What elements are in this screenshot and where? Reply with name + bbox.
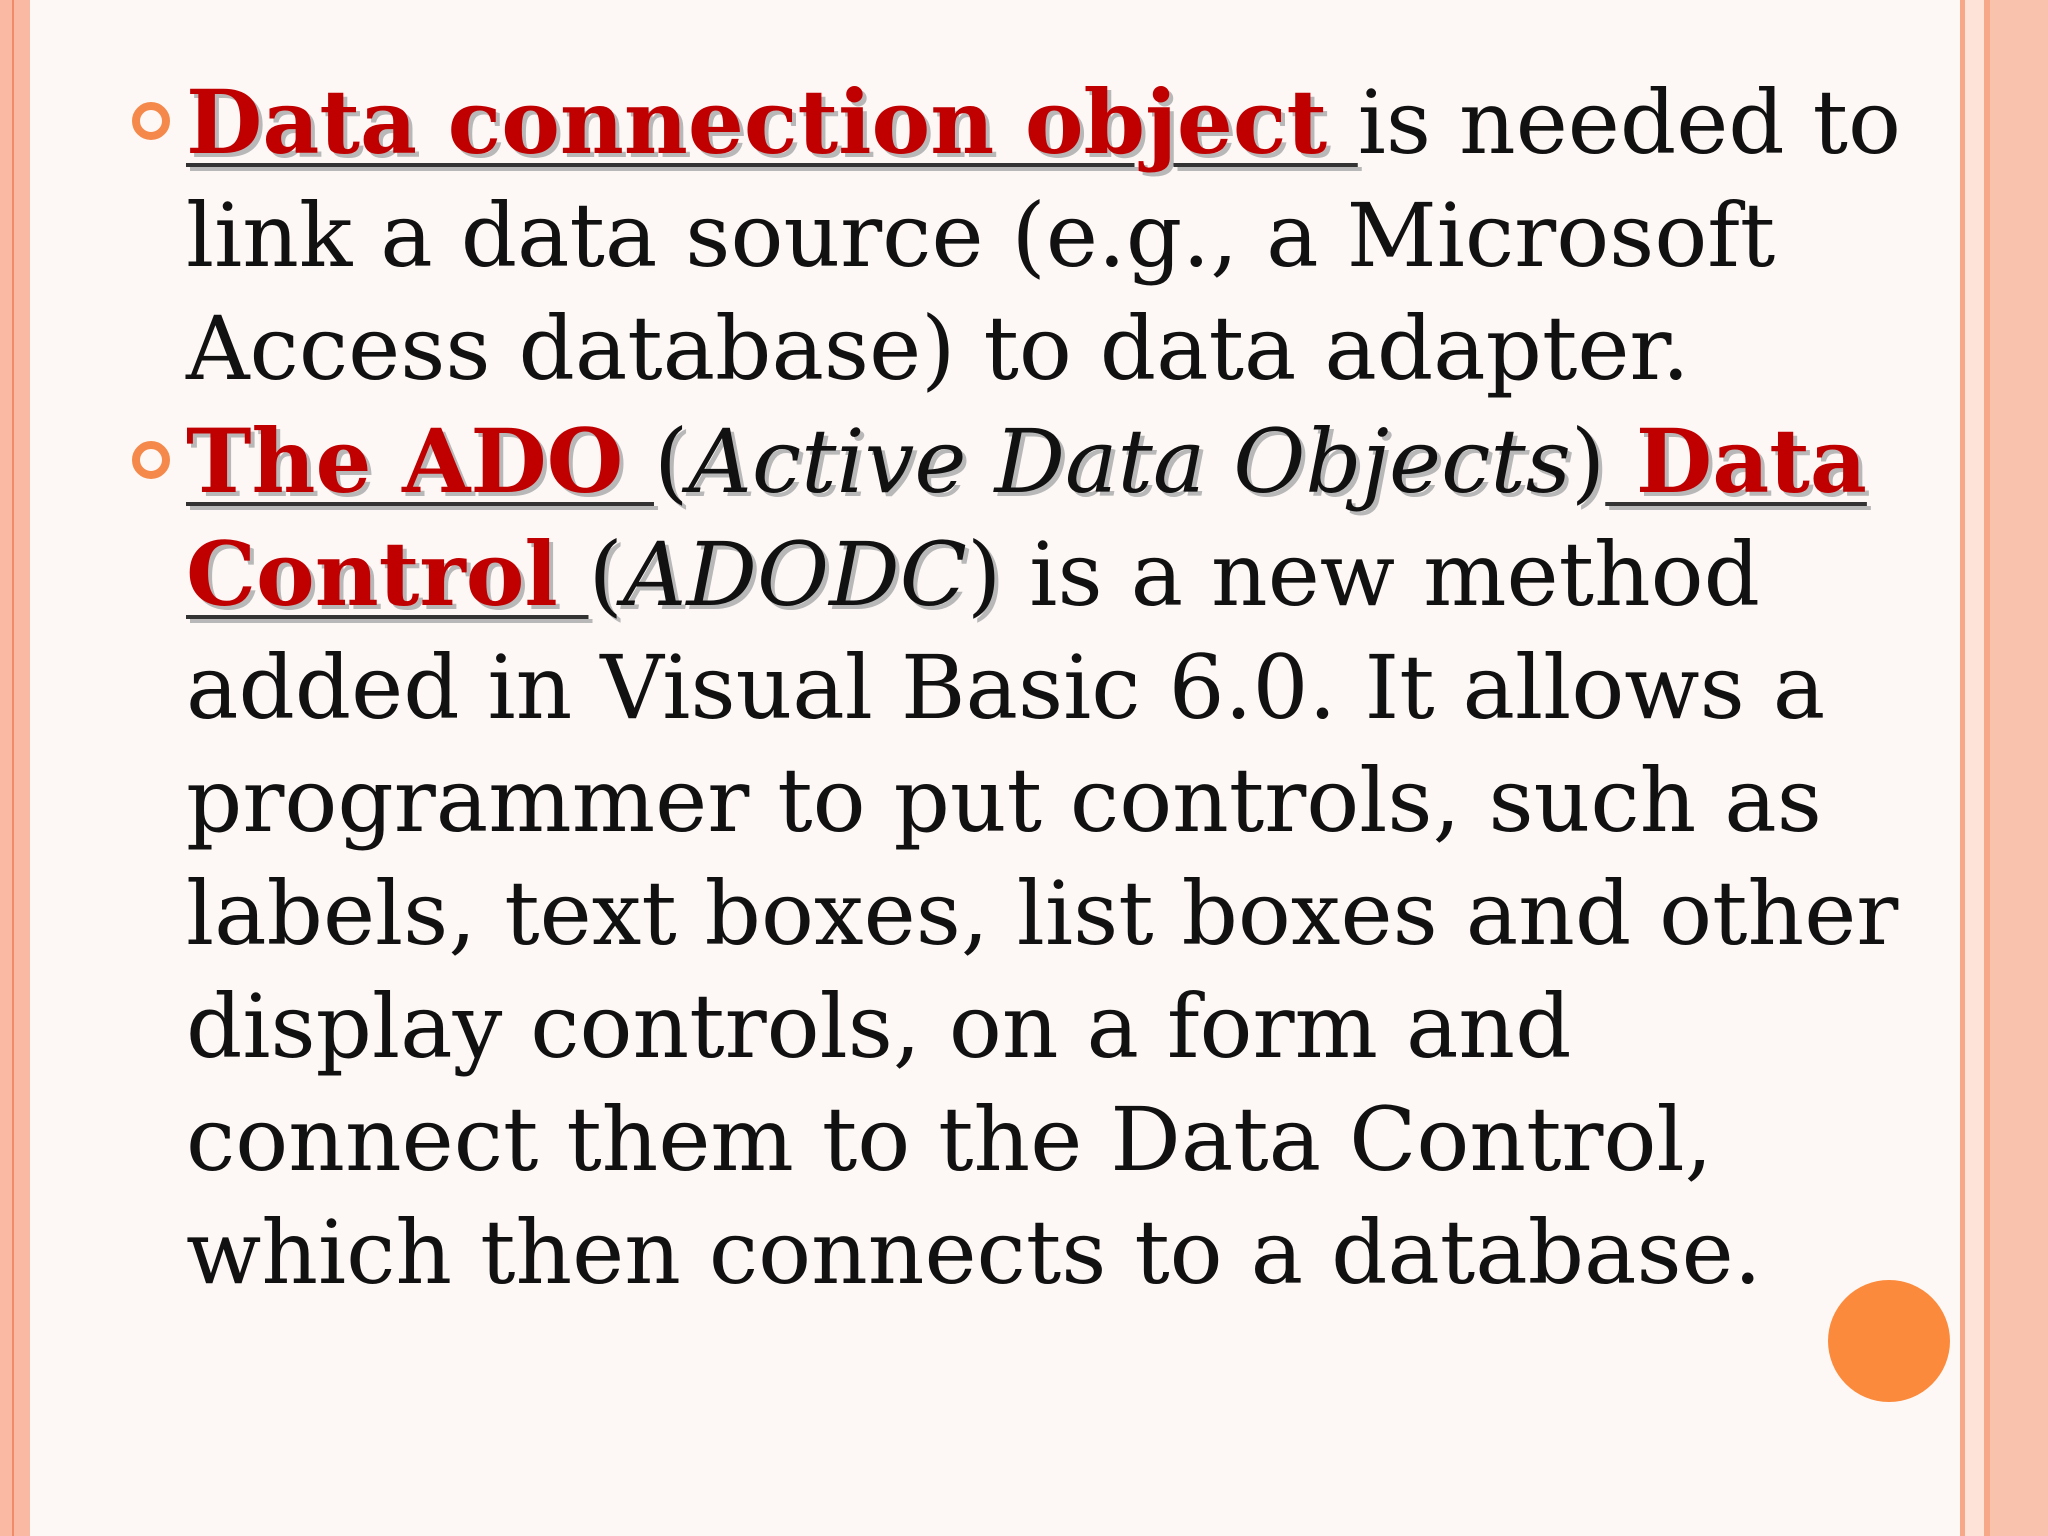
bullet-item-data-connection [132, 66, 1912, 405]
term-active-data-objects: Active Data Objects [688, 410, 1571, 513]
right-border-band [1990, 0, 2048, 1536]
paren-close: ) [1570, 410, 1606, 513]
paren-open: ( [653, 410, 689, 513]
slide-body [132, 66, 1912, 1309]
bullet-item-ado-data-control [132, 405, 1912, 1309]
orange-accent-dot [1828, 1280, 1950, 1402]
paren-open: ( [588, 523, 623, 626]
bullet-text: is needed to link a data source (e.g., a Microsoft Access database) to data adapter. [186, 71, 1901, 400]
term-adodc: ADODC [622, 523, 967, 626]
ring-bullet-icon [132, 441, 170, 479]
left-border-line [12, 0, 14, 1536]
keyword-the-ado: The ADO [186, 409, 654, 513]
left-border-band [0, 0, 30, 1536]
paren-close: ) [966, 523, 1002, 626]
keyword-data-control: Data Control [186, 409, 1867, 626]
bullet-text: is a new method added in Visual Basic 6.0. It allows a programmer to put controls, such as labels, text boxes, list boxes and other display controls, on a form and connect them to the Data Control, which then connects to a database. [186, 523, 1899, 1304]
right-border-line [1960, 0, 1965, 1536]
keyword-data-connection-object: Data connection object [186, 70, 1358, 174]
ring-bullet-icon [132, 102, 170, 140]
